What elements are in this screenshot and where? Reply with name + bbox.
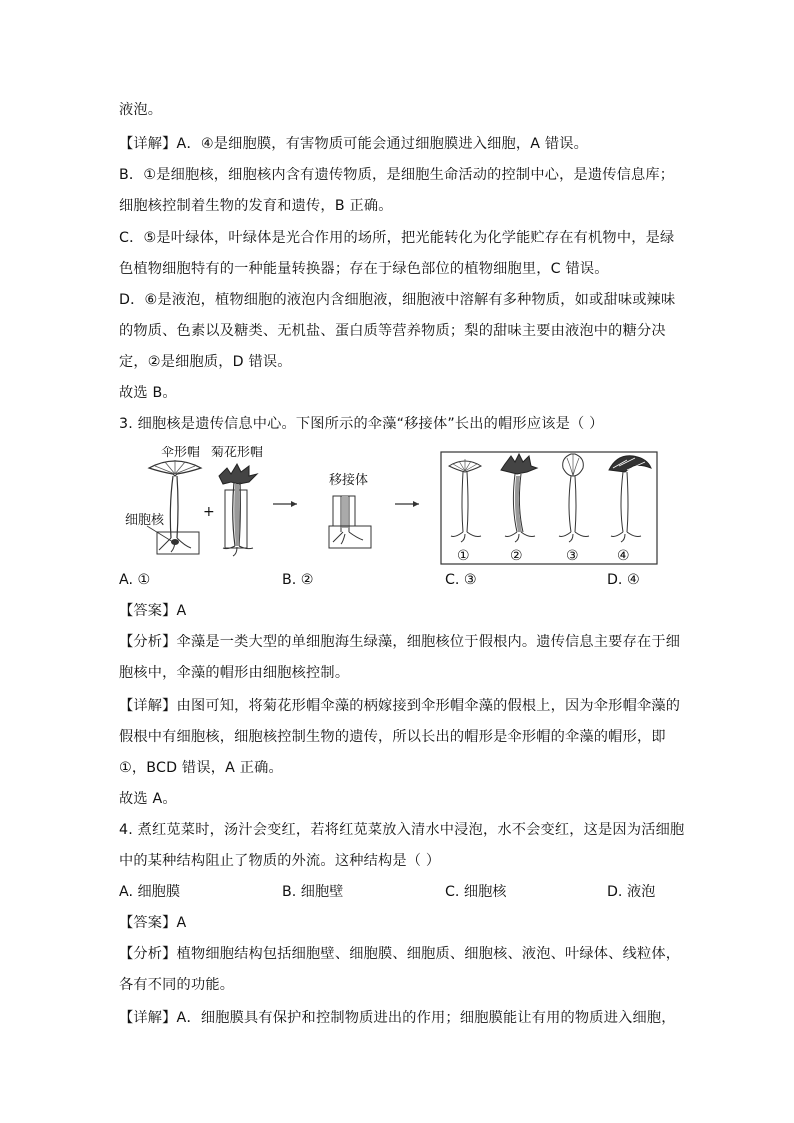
chrysanthemum-cap-alga [219,464,257,556]
text-line: 液泡。 [119,102,163,118]
result-chrysanthemum-alga [501,454,537,542]
text-line: 各有不同的功能。 [119,977,235,993]
text-line: 【分析】植物细胞结构包括细胞壁、细胞膜、细胞质、细胞核、液泡、叶绿体、线粒体， [119,946,681,962]
text-line: D．⑥是液泡，植物细胞的液泡内含细胞液，细胞液中溶解有多种物质，如或甜味或辣味 [119,292,676,308]
question-4-stem: 4. 煮红苋菜时，汤汁会变红，若将红苋菜放入清水中浸泡，水不会变红，这是因为活细胞 [119,822,685,838]
option-c: C. ③ [445,572,477,588]
umbrella-cap-alga [147,460,201,554]
text-line: 故选 A。 [119,791,177,807]
text-line: 细胞核控制着生物的发育和遗传，B 正确。 [119,198,393,214]
option-a: A. ① [119,572,151,588]
result-number: ④ [617,548,630,564]
text-line: 色植物细胞特有的一种能量转换器；存在于绿色部位的植物细胞里，C 错误。 [119,261,609,277]
plus-sign: + [203,504,215,520]
text-line: 【详解】A．④是细胞膜，有害物质可能会通过细胞膜进入细胞，A 错误。 [119,136,589,152]
option-d: D. 液泡 [607,884,656,900]
text-line: ①，BCD 错误，A 正确。 [119,760,283,776]
text-line: B．①是细胞核，细胞核内含有遗传物质，是细胞生命活动的控制中心，是遗传信息库； [119,167,675,183]
text-line: 胞核中，伞藻的帽形由细胞核控制。 [119,665,350,681]
label-umbrella-cap: 伞形帽 [161,446,201,460]
result-umbrella-alga [449,459,481,542]
option-d: D. ④ [607,572,640,588]
text-line: 中的某种结构阻止了物质的外流。这种结构是（ ） [119,853,441,869]
text-line: 【详解】由图可知，将菊花形帽伞藻的柄嫁接到伞形帽伞藻的假根上，因为伞形帽伞藻的 [119,698,681,714]
graft-alga [329,496,371,548]
text-line: 【详解】A．细胞膜具有保护和控制物质进出的作用；细胞膜能让有用的物质进入细胞， [119,1010,676,1026]
result-number: ③ [566,548,579,564]
label-graft: 移接体 [329,473,369,488]
acetabularia-graft-figure [119,446,661,568]
result-bulb-alga [559,454,589,542]
text-line: 【分析】伞藻是一类大型的单细胞海生绿藻，细胞核位于假根内。遗传信息主要存在于细 [119,634,681,650]
text-line: 故选 B。 [119,385,177,401]
text-line: 假根中有细胞核，细胞核控制生物的遗传，所以长出的帽形是伞形帽的伞藻的帽形，即 [119,729,666,745]
option-c: C. 细胞核 [445,884,507,900]
text-line: C．⑤是叶绿体，叶绿体是光合作用的场所，把光能转化为化学能贮存在有机物中，是绿 [119,230,675,246]
result-number: ② [510,548,523,564]
option-b: B. 细胞壁 [282,884,344,900]
answer-line: 【答案】A [119,915,187,931]
answer-line: 【答案】A [119,603,187,619]
text-line: 的物质、色素以及糖类、无机盐、蛋白质等营养物质；梨的甜味主要由液泡中的糖分决 [119,323,666,339]
label-chrysanthemum-cap: 菊花形帽 [211,446,264,460]
result-number: ① [457,548,470,564]
text-line: 定，②是细胞质，D 错误。 [119,354,292,370]
question-3-stem: 3. 细胞核是遗传信息中心。下图所示的伞藻“移接体”长出的帽形应该是（ ） [119,416,604,432]
option-b: B. ② [282,572,314,588]
option-a: A. 细胞膜 [119,884,181,900]
result-mixed-alga [609,456,651,542]
label-nucleus: 细胞核 [125,513,165,528]
